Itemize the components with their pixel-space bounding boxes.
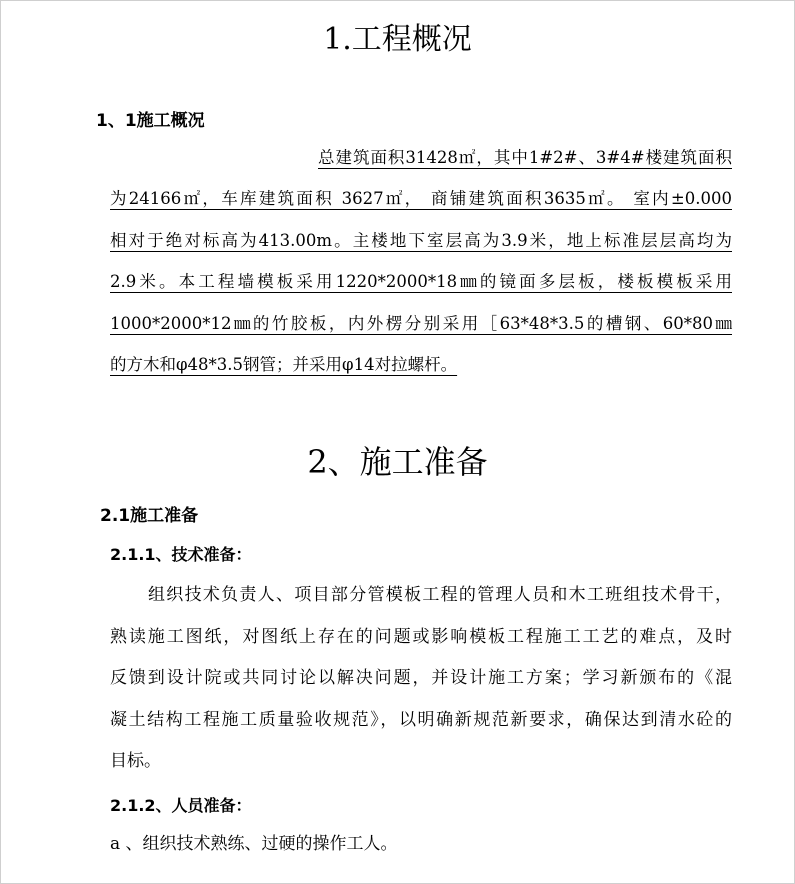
personnel-line-a: a 、组织技术熟练、过硬的操作工人。 xyxy=(110,834,398,854)
subsection-1-1-heading: 1、1施工概况 xyxy=(96,111,205,131)
subsection-2-1-2-heading: 2.1.2、人员准备： xyxy=(110,796,252,815)
overview-line-6: 的方木和φ48*3.5钢管；并采用φ14对拉螺杆。 xyxy=(110,355,458,374)
tech-line-5: 目标。 xyxy=(110,751,161,771)
overview-line-1: 总建筑面积31428㎡，其中1#2#、3#4#楼建筑面积 xyxy=(318,148,732,167)
tech-line-1: 组织技术负责人、项目部分管模板工程的管理人员和木工班组技术骨干， xyxy=(148,585,732,605)
section-2-title: 2、施工准备 xyxy=(307,443,488,481)
subsection-2-1-heading: 2.1施工准备 xyxy=(100,506,199,526)
overview-line-5: 1000*2000*12㎜的竹胶板，内外楞分别采用［63*48*3.5的槽钢、60*80㎜ xyxy=(110,314,732,333)
overview-line-4: 2.9米。本工程墙模板采用1220*2000*18㎜的镜面多层板，楼板模板采用 xyxy=(110,272,732,291)
tech-line-3: 反馈到设计院或共同讨论以解决问题，并设计施工方案；学习新颁布的《混 xyxy=(110,668,732,688)
overview-line-3: 相对于绝对标高为413.00m。主楼地下室层高为3.9米，地上标准层层高均为 xyxy=(110,231,732,250)
tech-line-4: 凝土结构工程施工质量验收规范》，以明确新规范新要求，确保达到清水砼的 xyxy=(110,710,732,730)
subsection-2-1-1-heading: 2.1.1、技术准备： xyxy=(110,545,252,564)
tech-line-2: 熟读施工图纸，对图纸上存在的问题或影响模板工程施工工艺的难点，及时 xyxy=(110,627,732,647)
section-1-title: 1.工程概况 xyxy=(323,22,472,57)
overview-line-2: 为24166㎡，车库建筑面积 3627㎡， 商铺建筑面积3635㎡。 室内±0.000 xyxy=(110,189,732,208)
